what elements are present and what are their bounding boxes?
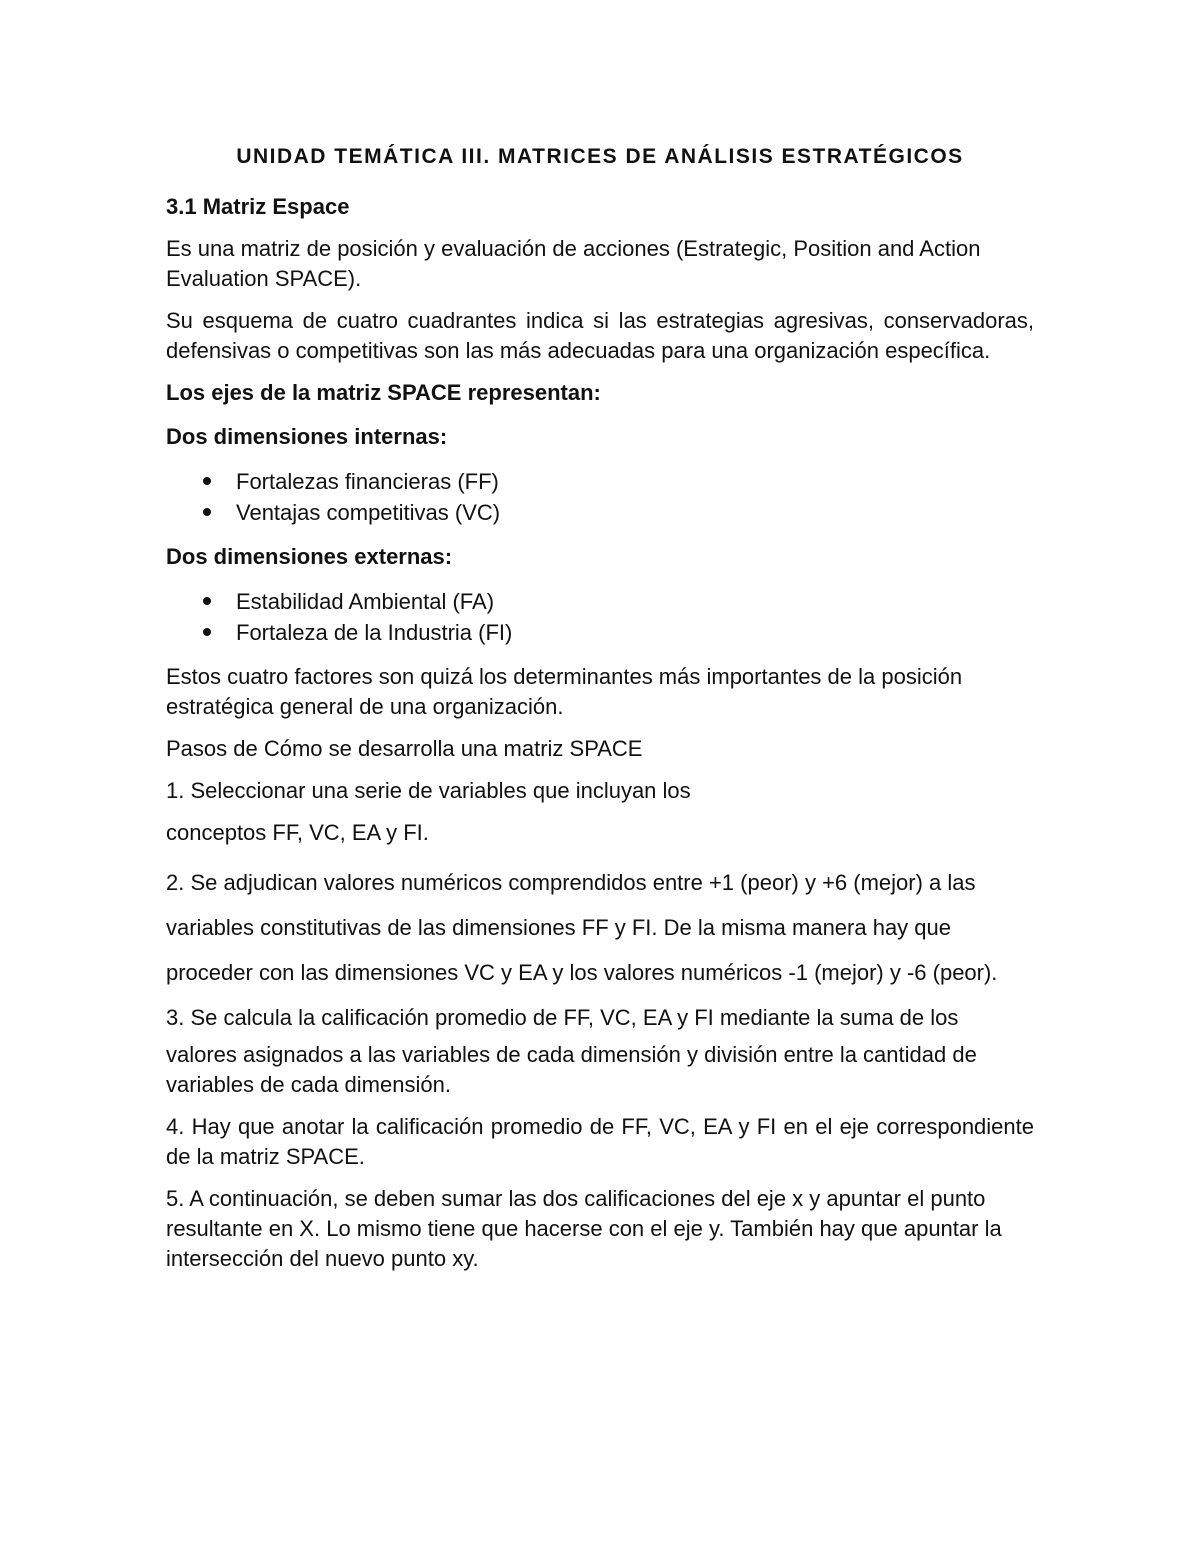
step-2: 2. Se adjudican valores numéricos comprendidos entre +1 (peor) y +6 (mejor) a las variables constitutivas de las dimensiones FF y FI. De la misma manera hay que proceder con las dimensiones VC y EA y los valores numéricos -1 (mejor) y -6 (peor). [166,870,998,985]
intro-paragraph: Es una matriz de posición y evaluación de acciones (Estrategic, Position and Action Evaluation SPACE). [166,236,981,291]
external-dimensions-list [166,586,1034,648]
step-3-line-2: valores asignados a las variables de cada dimensión y división entre la cantidad de variables de cada dimensión. [166,1042,977,1097]
bullet-icon [203,508,211,516]
external-dimensions-heading: Dos dimensiones externas: [166,544,453,569]
bullet-icon [203,477,211,485]
list-item-text: Fortaleza de la Industria (FI) [236,620,513,645]
step-4: 4. Hay que anotar la calificación promedio de FF, VC, EA y FI en el eje correspondiente de la matriz SPACE. [166,1114,1034,1169]
internal-dimensions-heading: Dos dimensiones internas: [166,424,448,449]
axes-heading: Los ejes de la matriz SPACE representan: [166,380,601,405]
steps-heading: Pasos de Cómo se desarrolla una matriz SPACE [166,736,643,761]
document-title: UNIDAD TEMÁTICA III. MATRICES DE ANÁLISIS ESTRATÉGICOS [236,145,964,168]
section-heading: 3.1 Matriz Espace [166,194,350,219]
list-item [166,466,1034,497]
internal-dimensions-list [166,466,1034,528]
bullet-icon [203,628,211,636]
list-item [166,586,1034,617]
list-item-text: Fortalezas financieras (FF) [236,469,499,494]
list-item-text: Estabilidad Ambiental (FA) [236,589,495,614]
step-3-line-1: 3. Se calcula la calificación promedio de FF, VC, EA y FI mediante la suma de los [166,1005,959,1030]
document-page [166,140,1034,1286]
factors-paragraph: Estos cuatro factores son quizá los determinantes más importantes de la posición estratégica general de una organización. [166,664,963,719]
quadrants-paragraph: Su esquema de cuatro cuadrantes indica si las estrategias agresivas, conservadoras, defensivas o competitivas son las más adecuadas para una organización específica. [166,308,1034,363]
bullet-icon [203,597,211,605]
list-item-text: Ventajas competitivas (VC) [236,500,501,525]
step-5: 5. A continuación, se deben sumar las dos calificaciones del eje x y apuntar el punto resultante en X. Lo mismo tiene que hacerse con el eje y. También hay que apuntar la intersección del nuevo punto xy. [166,1186,1002,1271]
list-item [166,497,1034,528]
step-1-line-1: 1. Seleccionar una serie de variables que incluyan los [166,778,691,803]
step-1-line-2: conceptos FF, VC, EA y FI. [166,820,429,845]
list-item [166,617,1034,648]
